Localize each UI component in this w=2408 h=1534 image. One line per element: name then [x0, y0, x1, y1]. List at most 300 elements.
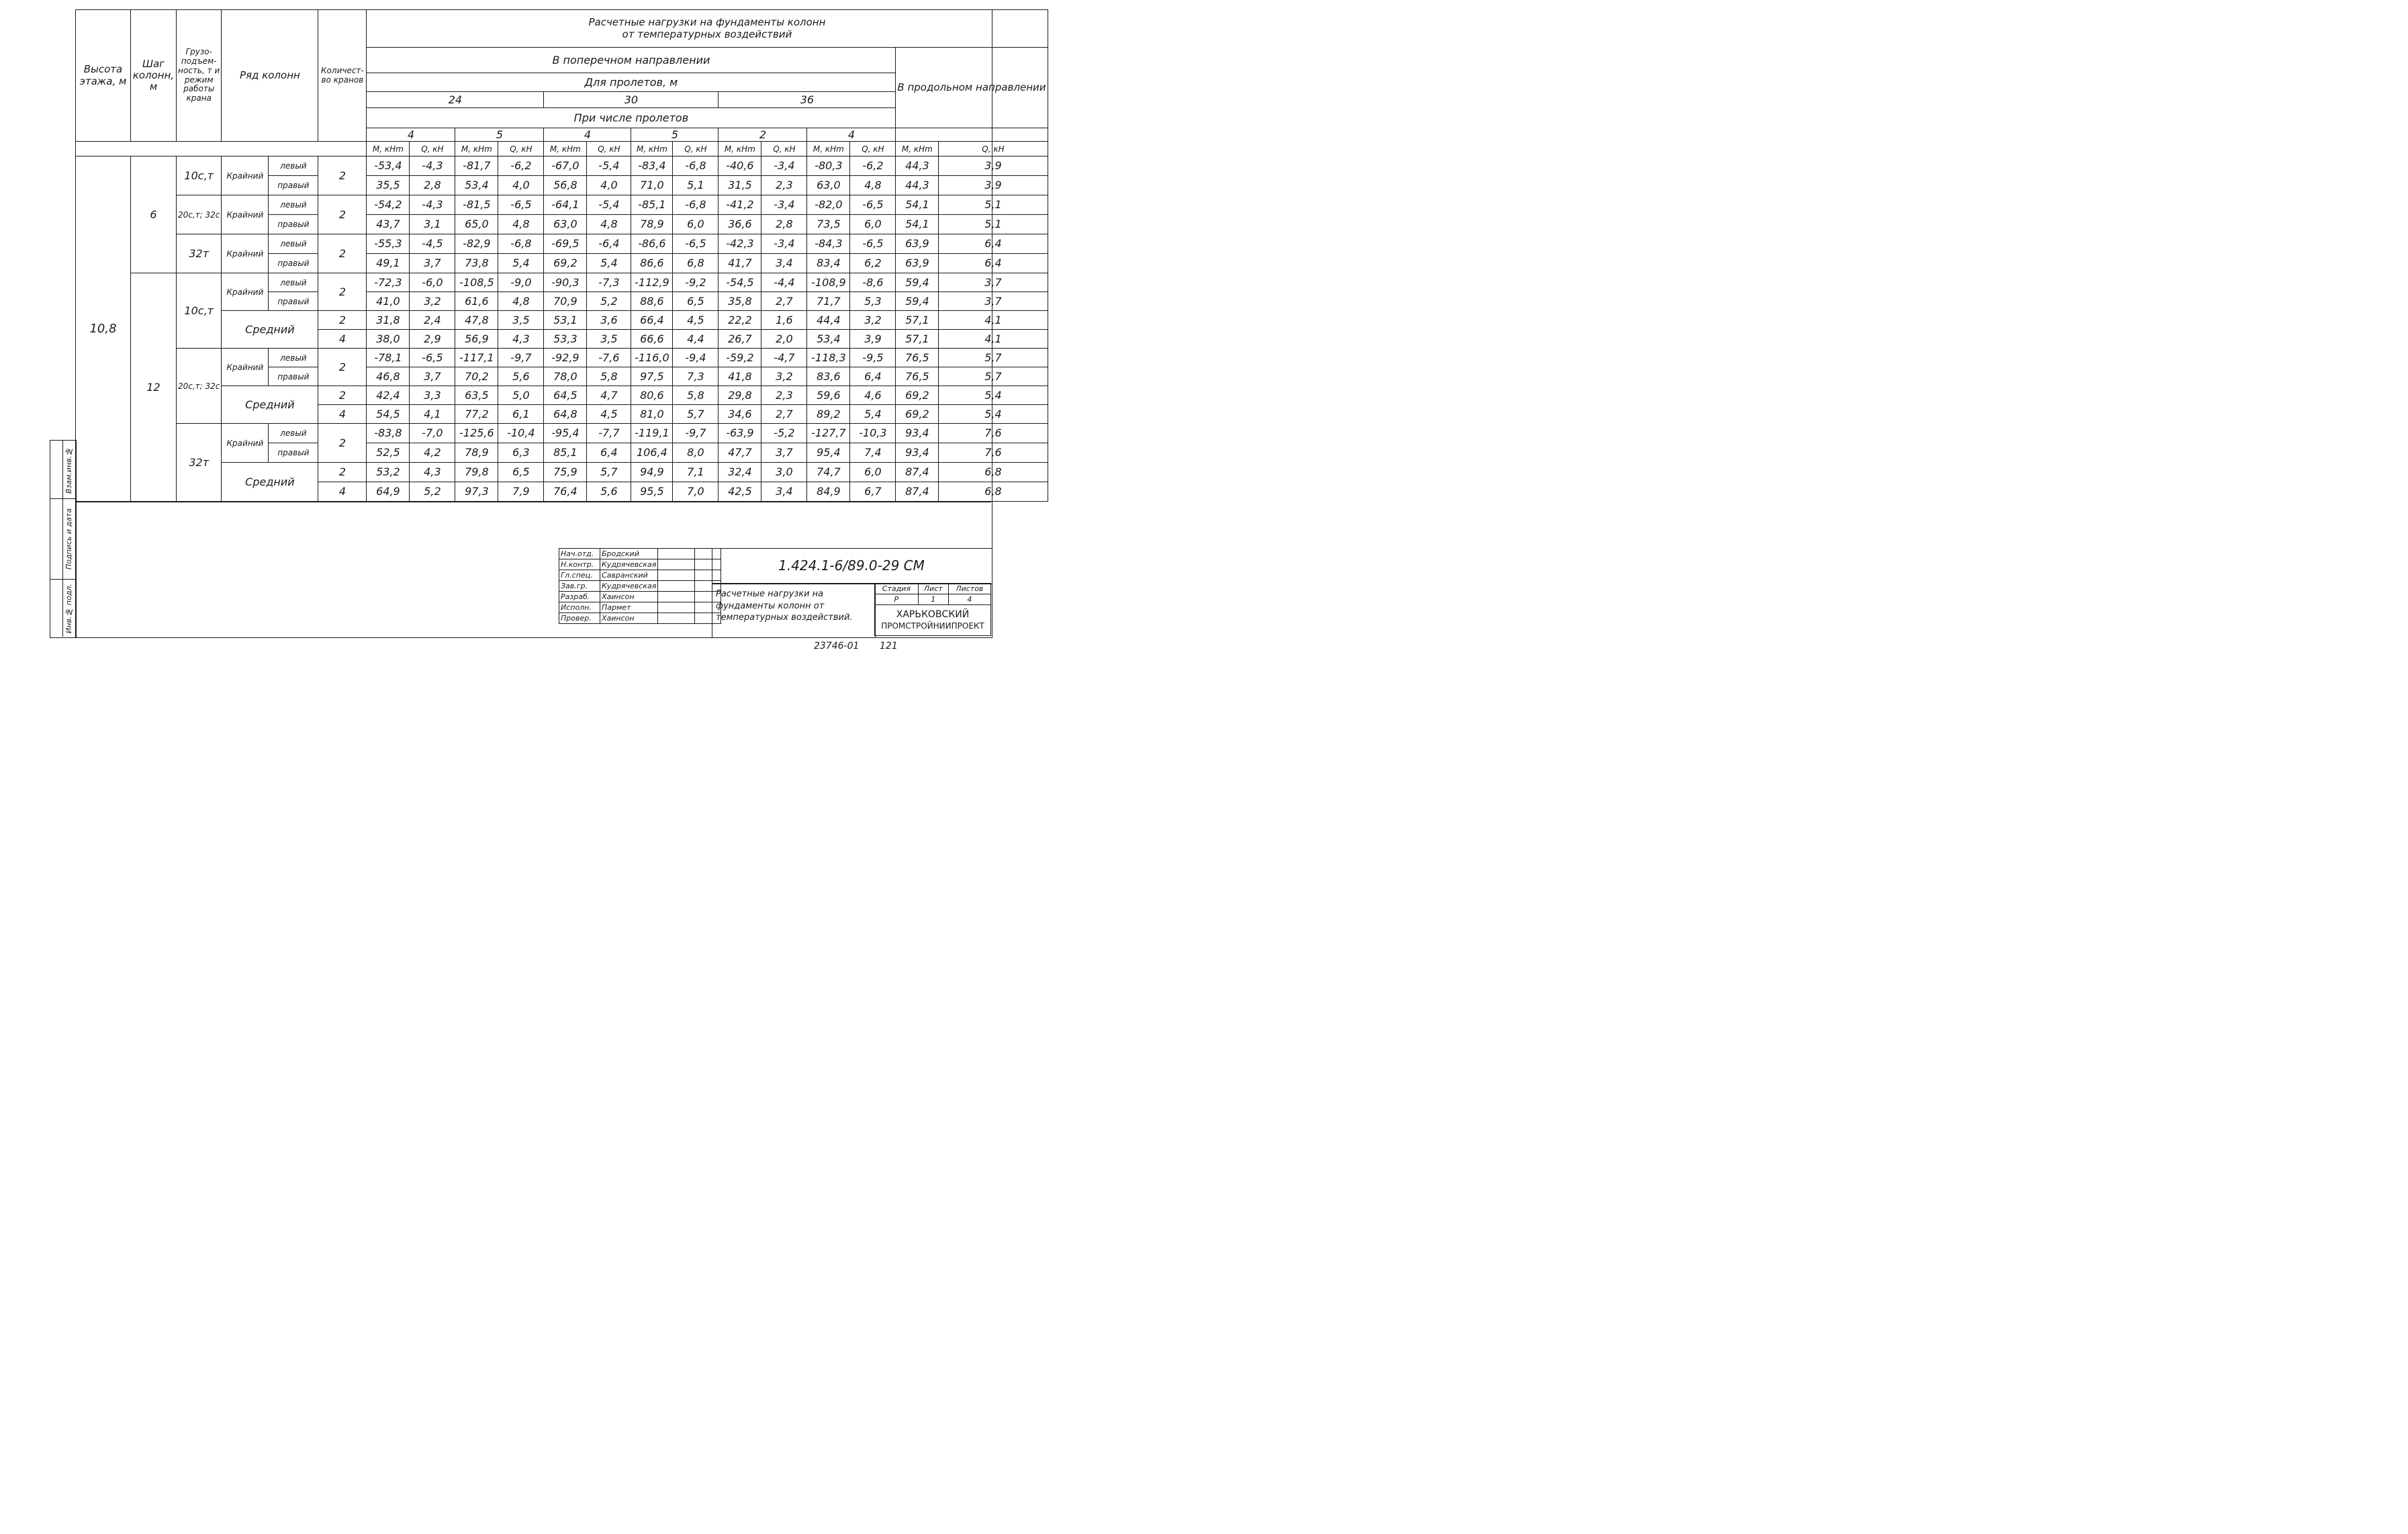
value-cell: 6,5	[673, 292, 719, 311]
stamp-sheet-info	[874, 583, 991, 636]
sheets-value: 4	[948, 594, 990, 605]
value-cell: 3,7	[410, 367, 455, 386]
value-cell: 78,9	[631, 215, 673, 234]
value-cell: 74,7	[807, 463, 850, 482]
drawing-sheet	[0, 0, 1053, 672]
value-cell: 84,9	[807, 482, 850, 502]
doc-code: 1.424.1-6/89.0-29 СМ	[778, 557, 925, 574]
value-cell: -82,0	[807, 195, 850, 215]
value-cell: -6,2	[498, 156, 544, 176]
value-cell: 3,7	[939, 273, 1048, 292]
mq-header-row	[76, 142, 1048, 156]
value-cell: 3,4	[761, 482, 807, 502]
value-cell: 83,6	[807, 367, 850, 386]
value-cell: -7,0	[410, 424, 455, 443]
count-cell: 2	[318, 349, 367, 386]
value-cell: 44,3	[896, 176, 939, 195]
value-cell: 5,2	[587, 292, 631, 311]
value-cell: 64,9	[367, 482, 410, 502]
value-cell: 2,8	[761, 215, 807, 234]
side-right: правый	[269, 215, 318, 234]
value-cell: -81,5	[455, 195, 498, 215]
value-cell: 54,5	[367, 405, 410, 424]
row-krainiy: Крайний	[222, 156, 269, 195]
value-cell: -4,4	[761, 273, 807, 292]
cap-cell: 10с,т	[177, 156, 222, 195]
stamp-signatures	[559, 548, 721, 624]
value-cell: 32,4	[719, 463, 761, 482]
value-cell: 5,6	[498, 367, 544, 386]
loads-table	[75, 9, 1048, 502]
value-cell: 4,5	[673, 311, 719, 330]
value-cell: 69,2	[896, 405, 939, 424]
value-cell: 87,4	[896, 482, 939, 502]
value-cell: -40,6	[719, 156, 761, 176]
value-cell: 57,1	[896, 330, 939, 349]
value-cell: 63,9	[896, 234, 939, 254]
header-longitudinal: В продольном направлении	[896, 48, 1048, 128]
row-sredniy: Средний	[222, 311, 318, 349]
value-cell: -3,4	[761, 156, 807, 176]
value-cell: 3,2	[410, 292, 455, 311]
longitudinal-spacer	[896, 128, 1048, 142]
value-cell: 52,5	[367, 443, 410, 463]
value-cell: 6,1	[498, 405, 544, 424]
value-cell: -63,9	[719, 424, 761, 443]
span-36: 36	[719, 92, 896, 108]
value-cell: -9,0	[498, 273, 544, 292]
m-header: M, кHm	[807, 142, 850, 156]
value-cell: 41,8	[719, 367, 761, 386]
value-cell: 81,0	[631, 405, 673, 424]
value-cell: 94,9	[631, 463, 673, 482]
side-left: левый	[269, 273, 318, 292]
value-cell: 3,2	[761, 367, 807, 386]
value-cell: 69,2	[544, 254, 587, 273]
value-cell: -118,3	[807, 349, 850, 367]
value-cell: -72,3	[367, 273, 410, 292]
value-cell: -5,4	[587, 195, 631, 215]
side-left: левый	[269, 234, 318, 254]
value-cell: 63,0	[807, 176, 850, 195]
q-header: Q, кН	[939, 142, 1048, 156]
value-cell: 61,6	[455, 292, 498, 311]
value-cell: -6,8	[498, 234, 544, 254]
value-cell: 71,7	[807, 292, 850, 311]
value-cell: 89,2	[807, 405, 850, 424]
stamp-name: Хаинсон	[600, 592, 658, 602]
side-strip-div1	[50, 498, 75, 499]
value-cell: -10,4	[498, 424, 544, 443]
value-cell: -4,5	[410, 234, 455, 254]
side-left: левый	[269, 156, 318, 176]
value-cell: -108,9	[807, 273, 850, 292]
count-cell: 2	[318, 463, 367, 482]
value-cell: 36,6	[719, 215, 761, 234]
value-cell: -83,8	[367, 424, 410, 443]
stamp-signature	[658, 581, 695, 592]
q-header: Q, кН	[673, 142, 719, 156]
value-cell: 4,3	[498, 330, 544, 349]
header-crane: Грузо-подъем-ность, т и режим работы крана	[177, 10, 222, 142]
side-strip-div2	[50, 579, 75, 580]
value-cell: -84,3	[807, 234, 850, 254]
value-cell: 5,8	[673, 386, 719, 405]
value-cell: 4,8	[498, 215, 544, 234]
value-cell: 5,4	[587, 254, 631, 273]
value-cell: -3,4	[761, 234, 807, 254]
stamp-name: Савранский	[600, 570, 658, 581]
value-cell: 4,5	[587, 405, 631, 424]
value-cell: -95,4	[544, 424, 587, 443]
value-cell: 6,8	[939, 463, 1048, 482]
value-cell: -5,4	[587, 156, 631, 176]
value-cell: 6,2	[850, 254, 896, 273]
mq-spacer	[76, 142, 367, 156]
q-header: Q, кН	[410, 142, 455, 156]
value-cell: 2,7	[761, 292, 807, 311]
side-right: правый	[269, 367, 318, 386]
m-header: M, кHm	[896, 142, 939, 156]
value-cell: 4,4	[673, 330, 719, 349]
value-cell: 41,7	[719, 254, 761, 273]
value-cell: 3,7	[410, 254, 455, 273]
value-cell: 6,0	[850, 463, 896, 482]
header-count: Количест-во кранов	[318, 10, 367, 142]
count-cell: 2	[318, 424, 367, 463]
table-title-line1: Расчетные нагрузки на фундаменты колонн	[588, 16, 826, 29]
stamp-role: Зав.гр.	[559, 581, 600, 592]
value-cell: -92,9	[544, 349, 587, 367]
stamp-signature	[658, 592, 695, 602]
row-krainiy: Крайний	[222, 273, 269, 311]
header-step: Шаг колонн, м	[131, 10, 177, 142]
value-cell: 4,1	[939, 311, 1048, 330]
n-30-5: 5	[631, 128, 719, 142]
org-line2: ПРОМСТРОЙНИИПРОЕКТ	[881, 621, 984, 631]
side-left: левый	[269, 349, 318, 367]
cap-cell: 10с,т	[177, 273, 222, 349]
value-cell: 73,8	[455, 254, 498, 273]
value-cell: -59,2	[719, 349, 761, 367]
value-cell: 3,9	[939, 176, 1048, 195]
stamp-role: Провер.	[559, 613, 600, 624]
value-cell: -117,1	[455, 349, 498, 367]
count-cell: 2	[318, 386, 367, 405]
value-cell: 42,4	[367, 386, 410, 405]
stamp-name: Пармет	[600, 602, 658, 613]
value-cell: 56,9	[455, 330, 498, 349]
value-cell: 3,2	[850, 311, 896, 330]
value-cell: 86,6	[631, 254, 673, 273]
value-cell: 8,0	[673, 443, 719, 463]
stage-label: Стадия	[875, 584, 919, 594]
value-cell: 6,4	[939, 254, 1048, 273]
value-cell: 65,0	[455, 215, 498, 234]
value-cell: 97,3	[455, 482, 498, 502]
footer-number: 23746-01	[814, 641, 860, 651]
value-cell: 6,5	[498, 463, 544, 482]
value-cell: 3,1	[410, 215, 455, 234]
value-cell: 106,4	[631, 443, 673, 463]
value-cell: 6,4	[587, 443, 631, 463]
value-cell: 4,8	[850, 176, 896, 195]
q-header: Q, кН	[850, 142, 896, 156]
stamp-signature	[658, 549, 695, 559]
n-30-4: 4	[544, 128, 631, 142]
value-cell: 1,6	[761, 311, 807, 330]
m-header: M, кHm	[631, 142, 673, 156]
count-cell: 4	[318, 482, 367, 502]
n-24-5: 5	[455, 128, 544, 142]
value-cell: 70,9	[544, 292, 587, 311]
value-cell: -6,5	[850, 195, 896, 215]
stamp-role: Гл.спец.	[559, 570, 600, 581]
value-cell: 4,7	[587, 386, 631, 405]
count-cell: 2	[318, 195, 367, 234]
value-cell: -4,7	[761, 349, 807, 367]
stamp-signature	[658, 570, 695, 581]
value-cell: 97,5	[631, 367, 673, 386]
n-36-2: 2	[719, 128, 807, 142]
side-left: левый	[269, 424, 318, 443]
value-cell: 26,7	[719, 330, 761, 349]
value-cell: 7,6	[939, 443, 1048, 463]
count-cell: 2	[318, 311, 367, 330]
value-cell: 6,3	[498, 443, 544, 463]
value-cell: 5,7	[939, 367, 1048, 386]
value-cell: 44,3	[896, 156, 939, 176]
m-header: M, кHm	[367, 142, 410, 156]
value-cell: 2,9	[410, 330, 455, 349]
value-cell: 76,5	[896, 367, 939, 386]
stamp-role: Нач.отд.	[559, 549, 600, 559]
value-cell: 7,1	[673, 463, 719, 482]
value-cell: 29,8	[719, 386, 761, 405]
value-cell: -125,6	[455, 424, 498, 443]
value-cell: 57,1	[896, 311, 939, 330]
stamp-name: Кудрячевская	[600, 559, 658, 570]
value-cell: -82,9	[455, 234, 498, 254]
value-cell: 4,8	[587, 215, 631, 234]
value-cell: 70,2	[455, 367, 498, 386]
value-cell: 54,1	[896, 195, 939, 215]
value-cell: 78,9	[455, 443, 498, 463]
value-cell: -116,0	[631, 349, 673, 367]
cap-cell: 20с,т; 32с	[177, 349, 222, 424]
value-cell: 3,5	[498, 311, 544, 330]
value-cell: 54,1	[896, 215, 939, 234]
value-cell: -6,8	[673, 156, 719, 176]
value-cell: -64,1	[544, 195, 587, 215]
row-krainiy: Крайний	[222, 195, 269, 234]
value-cell: 66,4	[631, 311, 673, 330]
row-sredniy: Средний	[222, 386, 318, 424]
stamp-role: Исполн.	[559, 602, 600, 613]
value-cell: -3,4	[761, 195, 807, 215]
m-header: M, кHm	[455, 142, 498, 156]
value-cell: 95,5	[631, 482, 673, 502]
value-cell: -127,7	[807, 424, 850, 443]
value-cell: 71,0	[631, 176, 673, 195]
side-right: правый	[269, 176, 318, 195]
value-cell: -4,3	[410, 156, 455, 176]
value-cell: 31,8	[367, 311, 410, 330]
value-cell: -7,7	[587, 424, 631, 443]
value-cell: 75,9	[544, 463, 587, 482]
value-cell: 47,8	[455, 311, 498, 330]
value-cell: -6,8	[673, 195, 719, 215]
stamp-signature	[658, 613, 695, 624]
stamp-role: Разраб.	[559, 592, 600, 602]
q-header: Q, кН	[761, 142, 807, 156]
stamp-signature	[658, 602, 695, 613]
value-cell: 53,1	[544, 311, 587, 330]
value-cell: -5,2	[761, 424, 807, 443]
value-cell: 4,1	[410, 405, 455, 424]
value-cell: -6,2	[850, 156, 896, 176]
q-header: Q, кН	[498, 142, 544, 156]
value-cell: 5,4	[850, 405, 896, 424]
m-header: M, кHm	[719, 142, 761, 156]
value-cell: 43,7	[367, 215, 410, 234]
value-cell: -90,3	[544, 273, 587, 292]
value-cell: -67,0	[544, 156, 587, 176]
side-right: правый	[269, 443, 318, 463]
value-cell: 6,8	[673, 254, 719, 273]
value-cell: 5,1	[939, 195, 1048, 215]
value-cell: 64,8	[544, 405, 587, 424]
value-cell: 88,6	[631, 292, 673, 311]
value-cell: 7,3	[673, 367, 719, 386]
value-cell: 79,8	[455, 463, 498, 482]
value-cell: 63,9	[896, 254, 939, 273]
value-cell: 31,5	[719, 176, 761, 195]
value-cell: 53,2	[367, 463, 410, 482]
stamp-name: Кудрячевская	[600, 581, 658, 592]
value-cell: 34,6	[719, 405, 761, 424]
value-cell: 85,1	[544, 443, 587, 463]
value-cell: -55,3	[367, 234, 410, 254]
value-cell: -119,1	[631, 424, 673, 443]
count-cell: 4	[318, 405, 367, 424]
value-cell: 64,5	[544, 386, 587, 405]
table-title-line2: от температурных воздействий	[622, 28, 792, 40]
side-label-sign-date: Подпись и дата	[64, 508, 73, 570]
span-24: 24	[367, 92, 544, 108]
value-cell: 63,5	[455, 386, 498, 405]
value-cell: 59,4	[896, 273, 939, 292]
value-cell: 5,1	[939, 215, 1048, 234]
value-cell: 3,9	[850, 330, 896, 349]
stamp-name: Хаинсон	[600, 613, 658, 624]
value-cell: 95,4	[807, 443, 850, 463]
value-cell: 6,0	[850, 215, 896, 234]
value-cell: 66,6	[631, 330, 673, 349]
value-cell: 6,4	[850, 367, 896, 386]
value-cell: 87,4	[896, 463, 939, 482]
value-cell: 5,8	[587, 367, 631, 386]
value-cell: -112,9	[631, 273, 673, 292]
value-cell: -6,5	[498, 195, 544, 215]
row-krainiy: Крайний	[222, 424, 269, 463]
value-cell: 77,2	[455, 405, 498, 424]
row-krainiy: Крайний	[222, 349, 269, 386]
org-line1: ХАРЬКОВСКИЙ	[896, 609, 970, 621]
value-cell: 5,3	[850, 292, 896, 311]
value-cell: 3,9	[939, 156, 1048, 176]
cap-cell: 32т	[177, 424, 222, 502]
step-6-cell: 6	[131, 156, 177, 273]
header-transverse: В поперечном направлении	[367, 48, 896, 73]
value-cell: 59,6	[807, 386, 850, 405]
stage-value: Р	[875, 594, 919, 605]
value-cell: 78,0	[544, 367, 587, 386]
stamp-name: Бродский	[600, 549, 658, 559]
value-cell: 76,5	[896, 349, 939, 367]
value-cell: -6,5	[850, 234, 896, 254]
value-cell: 93,4	[896, 443, 939, 463]
value-cell: -7,3	[587, 273, 631, 292]
header-row: Ряд колонн	[222, 10, 318, 142]
row-sredniy: Средний	[222, 463, 318, 502]
value-cell: 5,0	[498, 386, 544, 405]
value-cell: -9,7	[673, 424, 719, 443]
count-cell: 4	[318, 330, 367, 349]
value-cell: 83,4	[807, 254, 850, 273]
value-cell: 47,7	[719, 443, 761, 463]
cap-cell: 20с,т; 32с	[177, 195, 222, 234]
value-cell: 49,1	[367, 254, 410, 273]
cap-cell: 32т	[177, 234, 222, 273]
value-cell: 2,0	[761, 330, 807, 349]
value-cell: 76,4	[544, 482, 587, 502]
value-cell: -86,6	[631, 234, 673, 254]
value-cell: 5,4	[939, 405, 1048, 424]
value-cell: -6,5	[673, 234, 719, 254]
doc-title: Расчетные нагрузки на фундаменты колонн от температурных воздействий.	[716, 589, 853, 623]
value-cell: -54,5	[719, 273, 761, 292]
value-cell: -6,4	[587, 234, 631, 254]
value-cell: -108,5	[455, 273, 498, 292]
header-at-number: При числе пролетов	[367, 108, 896, 128]
value-cell: 3,5	[587, 330, 631, 349]
value-cell: 3,4	[761, 254, 807, 273]
value-cell: 3,7	[761, 443, 807, 463]
value-cell: 5,4	[498, 254, 544, 273]
count-cell: 2	[318, 234, 367, 273]
value-cell: -42,3	[719, 234, 761, 254]
sheet-label: Лист	[918, 584, 948, 594]
value-cell: -41,2	[719, 195, 761, 215]
sheet-value: 1	[918, 594, 948, 605]
side-label-replace-inv: Взам.инв.№	[64, 447, 73, 494]
value-cell: 2,8	[410, 176, 455, 195]
side-left: левый	[269, 195, 318, 215]
n-36-4: 4	[807, 128, 896, 142]
side-label-inv-orig: Инв.№ подл.	[64, 584, 73, 633]
m-header: M, кHm	[544, 142, 587, 156]
sheets-label: Листов	[948, 584, 990, 594]
value-cell: -54,2	[367, 195, 410, 215]
value-cell: 2,7	[761, 405, 807, 424]
value-cell: -9,5	[850, 349, 896, 367]
value-cell: 5,6	[587, 482, 631, 502]
value-cell: 2,3	[761, 176, 807, 195]
span-30: 30	[544, 92, 719, 108]
value-cell: 53,3	[544, 330, 587, 349]
value-cell: 73,5	[807, 215, 850, 234]
